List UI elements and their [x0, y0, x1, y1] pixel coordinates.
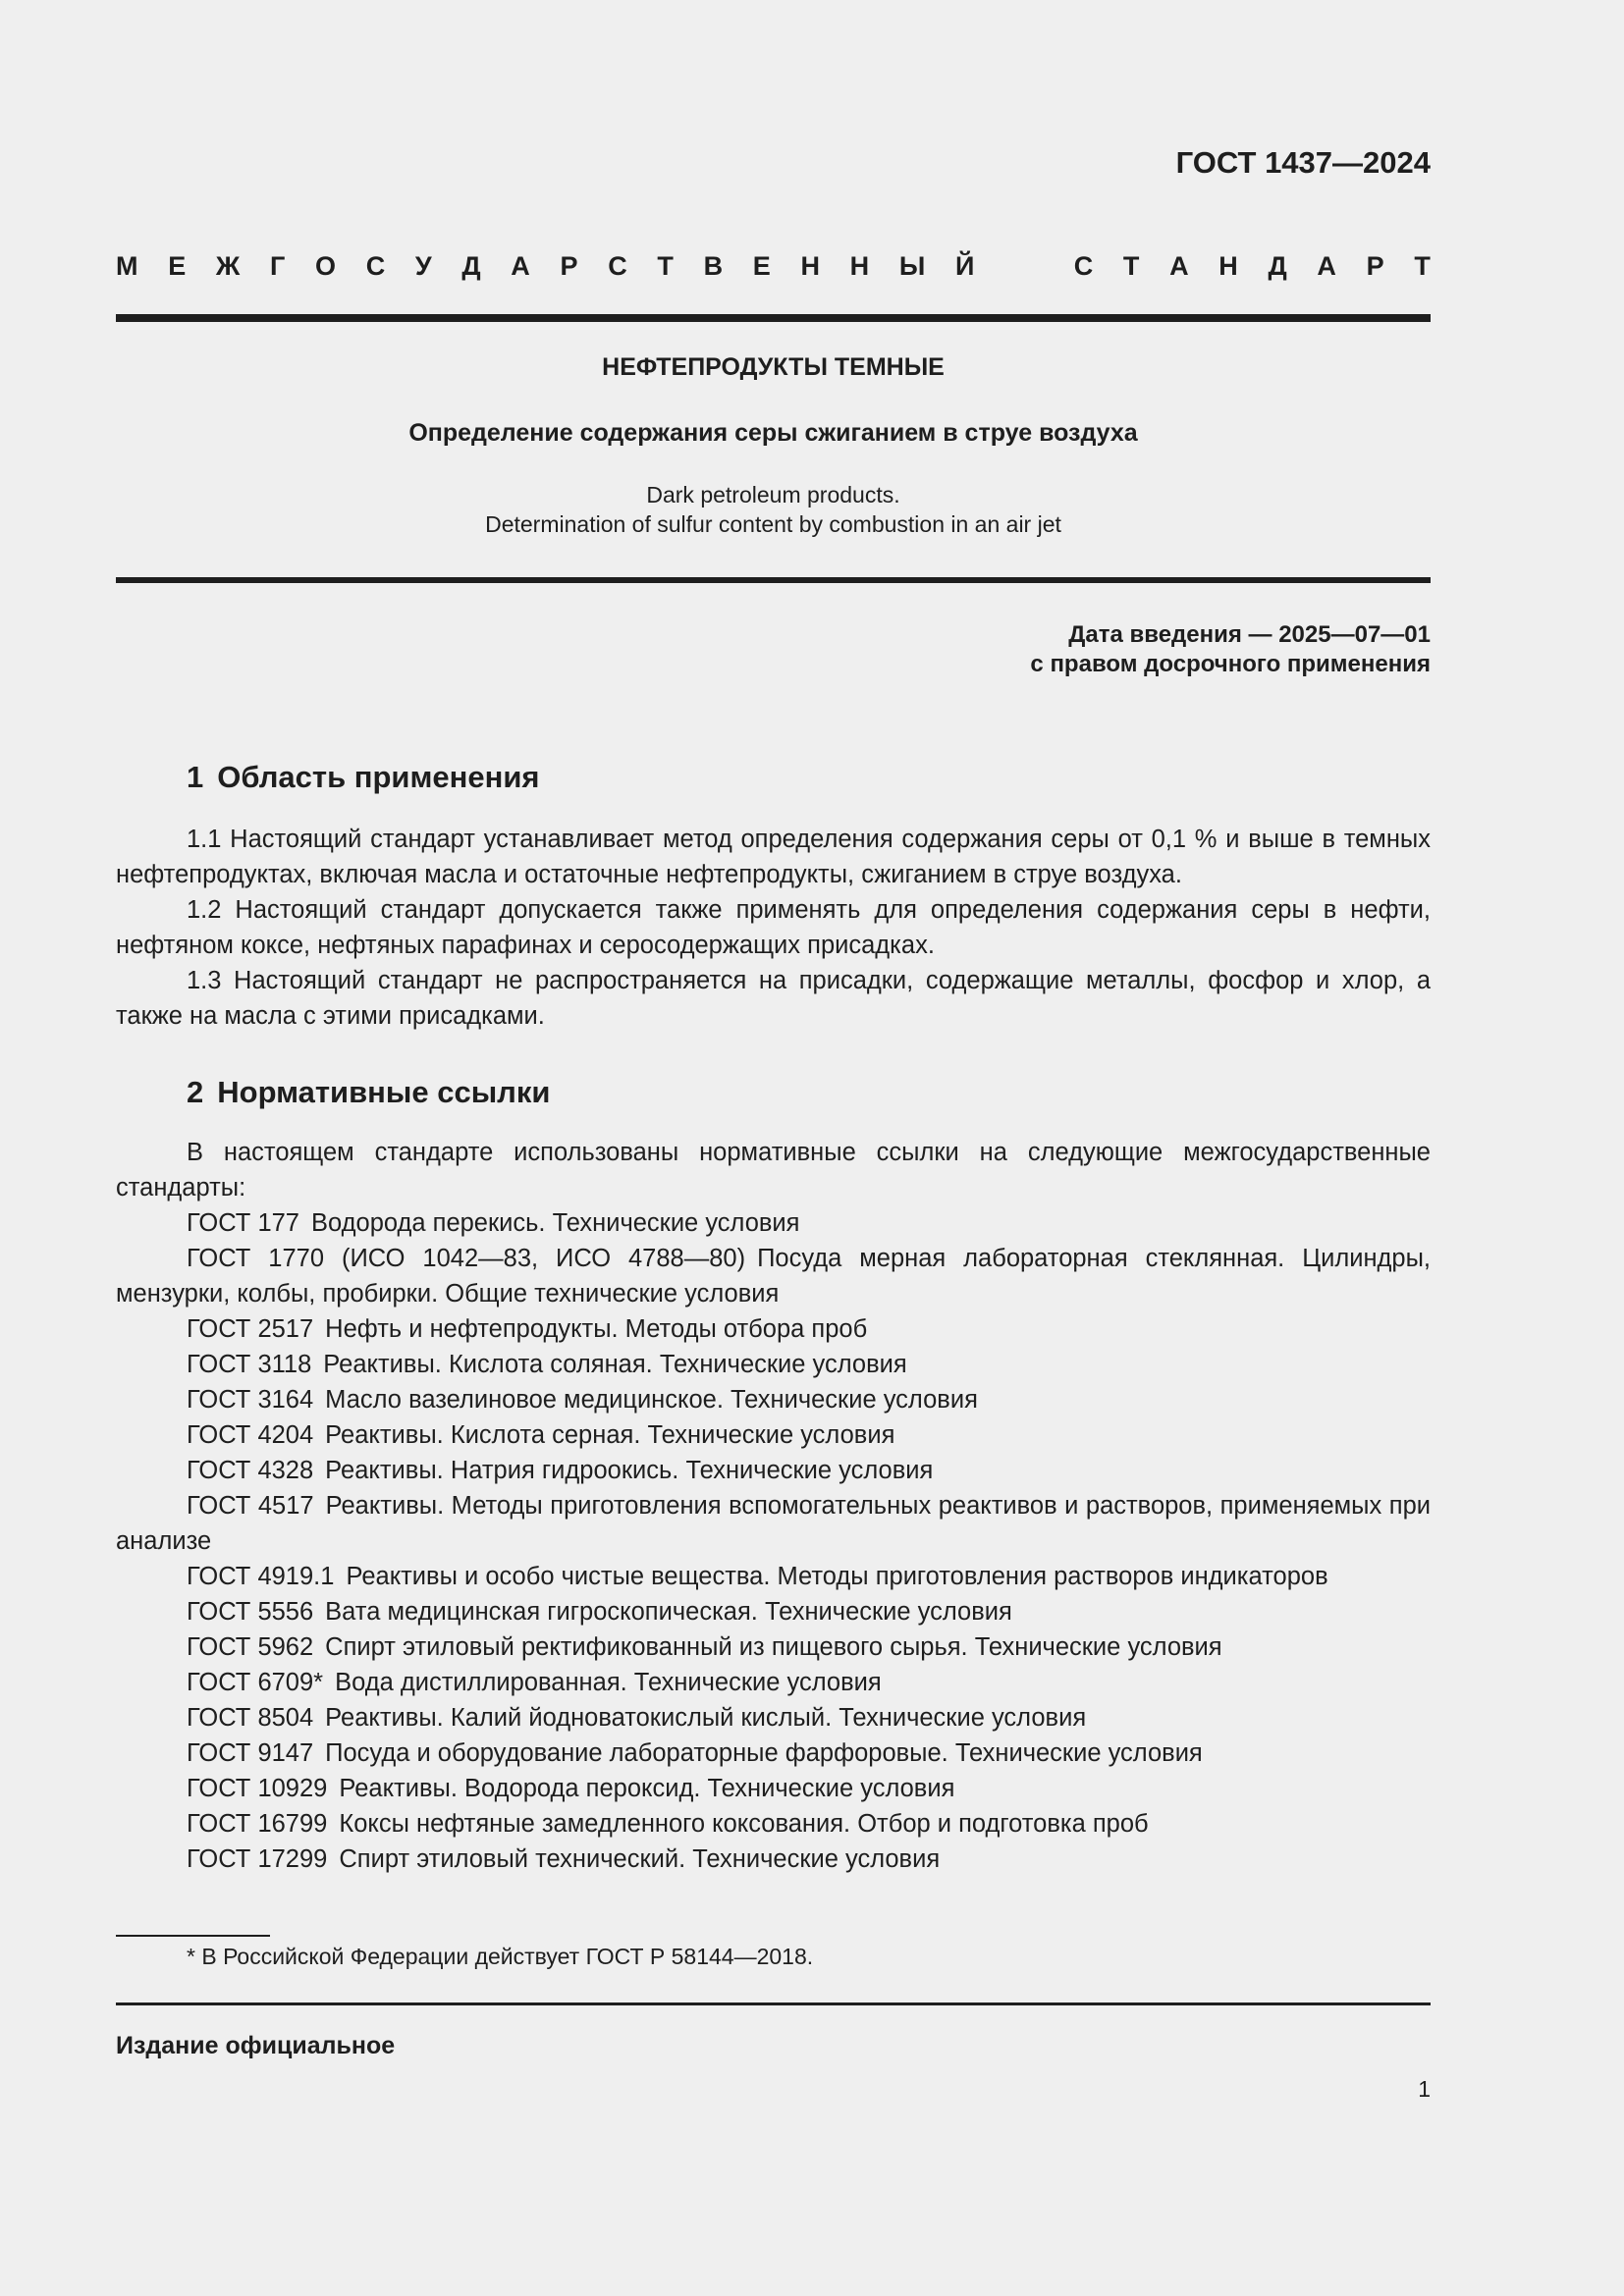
reference-item: [116, 1594, 1431, 1629]
reference-item: [116, 1665, 1431, 1700]
heading-letter: В: [703, 251, 724, 281]
reference-code: ГОСТ 8504: [187, 1704, 314, 1732]
paragraph-1-2: 1.2 Настоящий стандарт допускается также применять для определения содержания серы в нефти, нефтяном коксе, нефтяных парафинах и серосодержащих присадках.: [116, 896, 1431, 959]
reference-item: [116, 1735, 1431, 1771]
title-bottom-rule: [116, 577, 1431, 583]
reference-code: ГОСТ 5962: [187, 1633, 314, 1661]
heading-letter: Р: [560, 251, 578, 281]
reference-code: ГОСТ 2517: [187, 1315, 314, 1343]
reference-title: Водорода перекись. Технические условия: [311, 1209, 800, 1237]
heading-letter: Ж: [215, 251, 241, 281]
english-title-line-1: Dark petroleum products.: [646, 482, 900, 507]
introduction-date: Дата введения — 2025—07—01: [1068, 621, 1431, 648]
reference-title: Вода дистиллированная. Технические условия: [335, 1669, 882, 1696]
section-1-heading: [187, 760, 540, 795]
reference-item: [116, 1806, 1431, 1842]
reference-item: [116, 1700, 1431, 1735]
normative-references-list: [116, 1205, 1431, 1877]
section-2-body: [116, 1135, 1431, 1877]
section-2-heading: [187, 1075, 550, 1110]
reference-title: Посуда мерная лабораторная стеклянная. Цилиндры, мензурки, колбы, пробирки. Общие технические условия: [116, 1245, 1431, 1308]
reference-code: ГОСТ 6709*: [187, 1669, 324, 1696]
references-intro: В настоящем стандарте использованы нормативные ссылки на следующие межгосударственные стандарты:: [116, 1139, 1431, 1201]
document-number: ГОСТ 1437—2024: [1175, 145, 1431, 180]
reference-code: ГОСТ 16799: [187, 1810, 328, 1838]
heading-letter: Н: [800, 251, 820, 281]
reference-code: ГОСТ 3118: [187, 1351, 312, 1378]
reference-item: [116, 1842, 1431, 1877]
reference-title: Реактивы. Кислота серная. Технические условия: [325, 1421, 895, 1449]
heading-letter: А: [1317, 251, 1336, 281]
reference-code: ГОСТ 1770 (ИСО 1042—83, ИСО 4788—80): [187, 1245, 746, 1272]
reference-title: Спирт этиловый технический. Технические условия: [339, 1845, 941, 1873]
reference-code: ГОСТ 4517: [187, 1492, 314, 1520]
heading-letter: Д: [461, 251, 481, 281]
header-thick-rule: [116, 314, 1431, 322]
section-2-number: 2: [187, 1075, 204, 1109]
reference-item: [116, 1488, 1431, 1559]
reference-title: Коксы нефтяные замедленного коксования. Отбор и подготовка проб: [339, 1810, 1149, 1838]
heading-letter: Е: [752, 251, 771, 281]
early-application-note: с правом досрочного применения: [1030, 651, 1431, 677]
reference-code: ГОСТ 17299: [187, 1845, 328, 1873]
interstate-standard-heading: [116, 251, 1431, 282]
heading-letter: А: [1169, 251, 1189, 281]
heading-letter: С: [608, 251, 627, 281]
reference-item: [116, 1241, 1431, 1311]
reference-item: [116, 1382, 1431, 1417]
heading-letter: С: [1073, 251, 1094, 281]
reference-code: ГОСТ 9147: [187, 1739, 314, 1767]
reference-title: Реактивы. Кислота соляная. Технические условия: [323, 1351, 907, 1378]
reference-item: [116, 1347, 1431, 1382]
heading-letter: А: [511, 251, 530, 281]
reference-item: [116, 1453, 1431, 1488]
reference-item: [116, 1311, 1431, 1347]
official-edition-label: Издание официальное: [116, 2032, 396, 2059]
reference-item: [116, 1559, 1431, 1594]
section-1-body: [116, 822, 1431, 1034]
page-number: 1: [1418, 2076, 1431, 2102]
footnote-separator: [116, 1935, 270, 1937]
heading-letter: Т: [657, 251, 674, 281]
reference-item: [116, 1205, 1431, 1241]
reference-item: [116, 1771, 1431, 1806]
footer-rule: [116, 2002, 1431, 2005]
footnote: * В Российской Федерации действует ГОСТ Р 58144—2018.: [187, 1944, 814, 1969]
standard-subtitle: Определение содержания серы сжиганием в струе воздуха: [408, 419, 1138, 447]
heading-letter: Т: [1122, 251, 1140, 281]
section-1-title: Область применения: [217, 760, 540, 794]
reference-code: ГОСТ 4919.1: [187, 1563, 335, 1590]
heading-letter: Н: [1218, 251, 1238, 281]
reference-title: Масло вазелиновое медицинское. Технические условия: [325, 1386, 978, 1414]
document-page: [116, 0, 1431, 2296]
heading-letter: Н: [849, 251, 870, 281]
reference-title: Спирт этиловый ректификованный из пищевого сырья. Технические условия: [325, 1633, 1222, 1661]
reference-title: Реактивы. Водорода пероксид. Технические условия: [339, 1775, 955, 1802]
heading-letter: Д: [1268, 251, 1287, 281]
heading-letter: С: [365, 251, 386, 281]
heading-letter: Ы: [898, 251, 926, 281]
reference-code: ГОСТ 3164: [187, 1386, 314, 1414]
reference-title: Вата медицинская гигроскопическая. Технические условия: [325, 1598, 1012, 1626]
reference-item: [116, 1629, 1431, 1665]
reference-code: ГОСТ 177: [187, 1209, 299, 1237]
standard-title: НЕФТЕПРОДУКТЫ ТЕМНЫЕ: [602, 353, 945, 381]
reference-code: ГОСТ 4328: [187, 1457, 314, 1484]
heading-letter: О: [314, 251, 336, 281]
reference-title: Реактивы и особо чистые вещества. Методы приготовления растворов индикаторов: [346, 1563, 1328, 1590]
section-1-number: 1: [187, 760, 204, 794]
heading-letter: Р: [1366, 251, 1384, 281]
section-2-title: Нормативные ссылки: [217, 1075, 551, 1109]
reference-code: ГОСТ 10929: [187, 1775, 328, 1802]
reference-title: Реактивы. Натрия гидроокись. Технические условия: [325, 1457, 934, 1484]
heading-letter: Т: [1414, 251, 1431, 281]
reference-title: Реактивы. Методы приготовления вспомогательных реактивов и растворов, применяемых при анализе: [116, 1492, 1431, 1555]
reference-item: [116, 1417, 1431, 1453]
heading-letter: Е: [168, 251, 187, 281]
introduction-date-block: [1030, 620, 1431, 679]
english-title-line-2: Determination of sulfur content by combustion in an air jet: [485, 511, 1061, 537]
reference-code: ГОСТ 4204: [187, 1421, 314, 1449]
english-title: [116, 480, 1431, 539]
heading-letter: М: [116, 251, 138, 281]
heading-word-gap: [1004, 251, 1044, 282]
heading-letter: Г: [269, 251, 286, 281]
heading-letter: У: [414, 251, 432, 281]
paragraph-1-1: 1.1 Настоящий стандарт устанавливает метод определения содержания серы от 0,1 % и выше в темных нефтепродуктах, включая масла и остаточные нефтепродукты, сжиганием в струе воздуха.: [116, 826, 1431, 888]
paragraph-1-3: 1.3 Настоящий стандарт не распространяется на присадки, содержащие металлы, фосфор и хлор, а также на масла с этими присадками.: [116, 967, 1431, 1030]
reference-title: Реактивы. Калий йодноватокислый кислый. Технические условия: [325, 1704, 1087, 1732]
heading-letter: Й: [954, 251, 975, 281]
reference-code: ГОСТ 5556: [187, 1598, 314, 1626]
reference-title: Посуда и оборудование лабораторные фарфоровые. Технические условия: [325, 1739, 1203, 1767]
reference-title: Нефть и нефтепродукты. Методы отбора проб: [325, 1315, 868, 1343]
